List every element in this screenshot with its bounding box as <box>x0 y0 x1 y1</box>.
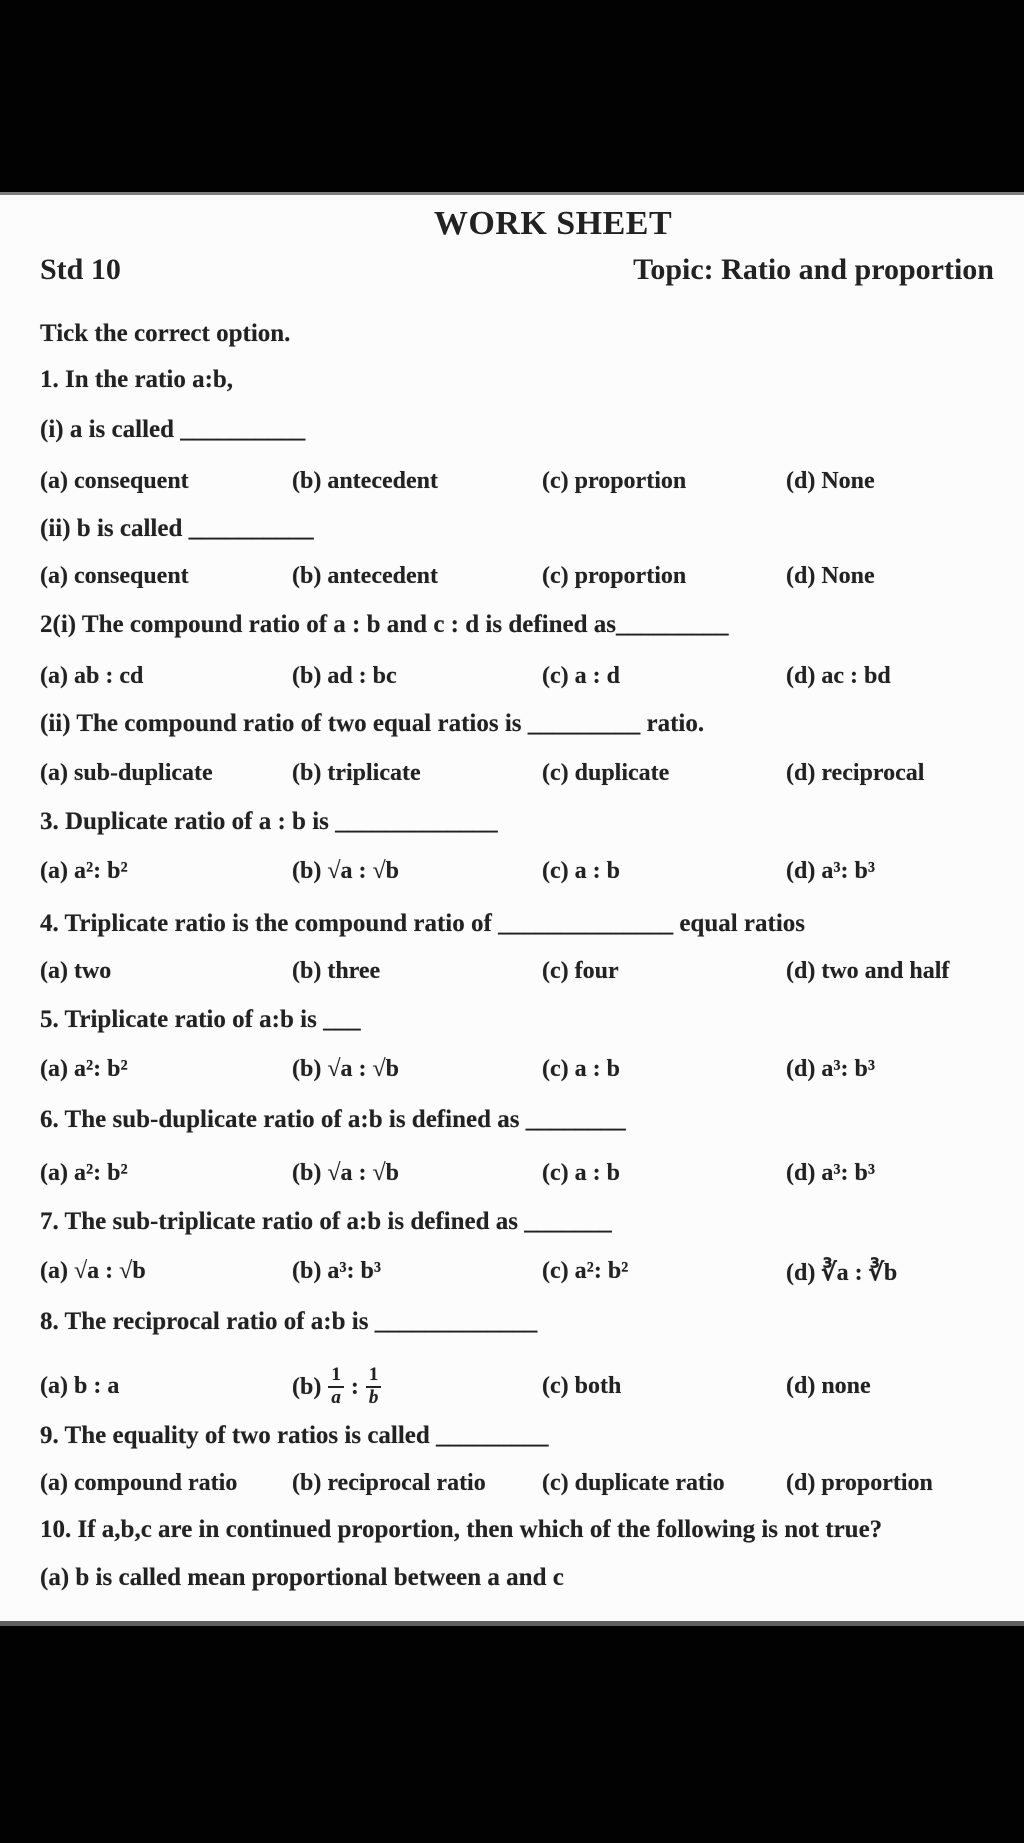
q9-option-a: (a) compound ratio <box>40 1470 238 1496</box>
q4-options-row <box>0 958 1024 996</box>
q1ii-options-row <box>0 563 1024 601</box>
q7-option-b: (b) a³: b³ <box>292 1258 382 1284</box>
q2i-option-d: (d) ac : bd <box>786 663 891 689</box>
q1i-option-a: (a) consequent <box>40 468 189 494</box>
std-label: Std 10 <box>40 253 121 286</box>
q6-stem: 6. The sub-duplicate ratio of a:b is defined as ________ <box>40 1106 626 1133</box>
q5-option-a: (a) a²: b² <box>40 1056 128 1082</box>
q8-option-b-prefix: (b) <box>292 1373 322 1400</box>
q4-option-b: (b) three <box>292 958 381 984</box>
q1ii-stem: (ii) b is called __________ <box>40 515 314 542</box>
q5-stem: 5. Triplicate ratio of a:b is ___ <box>40 1006 361 1033</box>
q2i-option-b: (b) ad : bc <box>292 663 397 689</box>
q6-option-c: (c) a : b <box>542 1160 620 1186</box>
q10-option-a: (a) b is called mean proportional between a and c <box>40 1564 564 1591</box>
q8-option-c: (c) both <box>542 1373 622 1399</box>
q2ii-stem: (ii) The compound ratio of two equal ratios is _________ ratio. <box>40 710 705 737</box>
q2i-option-c: (c) a : d <box>542 663 620 689</box>
q2ii-option-c: (c) duplicate <box>542 760 670 786</box>
q1i-option-b: (b) antecedent <box>292 468 438 494</box>
q9-options-row <box>0 1470 1024 1508</box>
q1ii-option-b: (b) antecedent <box>292 563 438 589</box>
q2ii-option-b: (b) triplicate <box>292 760 421 786</box>
q1i-option-c: (c) proportion <box>542 468 687 494</box>
worksheet-page <box>0 195 1024 1621</box>
q3-option-b: (b) √a : √b <box>292 858 400 884</box>
q3-option-c: (c) a : b <box>542 858 620 884</box>
q4-option-a: (a) two <box>40 958 112 984</box>
q7-stem: 7. The sub-triplicate ratio of a:b is defined as _______ <box>40 1208 612 1235</box>
q9-option-c: (c) duplicate ratio <box>542 1470 725 1496</box>
q8-option-a: (a) b : a <box>40 1373 120 1399</box>
q3-option-d: (d) a³: b³ <box>786 858 876 884</box>
q7-option-c: (c) a²: b² <box>542 1258 629 1284</box>
q2i-option-a: (a) ab : cd <box>40 663 144 689</box>
q4-option-c: (c) four <box>542 958 619 984</box>
top-letterbox <box>0 0 1024 195</box>
q9-option-d: (d) proportion <box>786 1470 933 1496</box>
q3-option-a: (a) a²: b² <box>40 858 128 884</box>
q2ii-option-a: (a) sub-duplicate <box>40 760 213 786</box>
q6-options-row <box>0 1160 1024 1198</box>
q3-stem: 3. Duplicate ratio of a : b is _____________ <box>40 808 498 835</box>
q7-option-a: (a) √a : √b <box>40 1258 146 1284</box>
worksheet-title: WORK SHEET <box>433 205 673 242</box>
q6-option-b: (b) √a : √b <box>292 1160 400 1186</box>
q2ii-option-d: (d) reciprocal <box>786 760 925 786</box>
q3-options-row <box>0 858 1024 896</box>
q1ii-option-a: (a) consequent <box>40 563 189 589</box>
q2i-options-row <box>0 663 1024 701</box>
q1i-option-d: (d) None <box>786 468 875 494</box>
q5-option-d: (d) a³: b³ <box>786 1056 876 1082</box>
q5-options-row <box>0 1056 1024 1094</box>
q1ii-option-c: (c) proportion <box>542 563 687 589</box>
instruction-text: Tick the correct option. <box>40 320 291 347</box>
bottom-letterbox <box>0 1621 1024 1843</box>
fraction-1-over-b: $\frac{1}{b}$ <box>366 1365 382 1409</box>
fraction-1-over-a: $\frac{1}{a}$ <box>328 1365 344 1409</box>
q4-option-d: (d) two and half <box>786 958 950 984</box>
q8-option-b <box>292 1358 381 1416</box>
q8-option-b-separator: : <box>350 1373 359 1400</box>
q1i-stem: (i) a is called __________ <box>40 416 306 443</box>
q9-option-b: (b) reciprocal ratio <box>292 1470 486 1496</box>
q5-option-c: (c) a : b <box>542 1056 620 1082</box>
q1-stem: 1. In the ratio a:b, <box>40 366 234 393</box>
topic-label: Topic: Ratio and proportion <box>633 253 994 286</box>
q8-option-d: (d) none <box>786 1373 871 1399</box>
q7-option-d: (d) ∛a : ∛b <box>786 1260 898 1286</box>
q6-option-a: (a) a²: b² <box>40 1160 128 1186</box>
q7-options-row <box>0 1258 1024 1296</box>
q1i-options-row <box>0 468 1024 506</box>
q9-stem: 9. The equality of two ratios is called _________ <box>40 1422 549 1449</box>
q5-option-b: (b) √a : √b <box>292 1056 400 1082</box>
q8-options-row <box>0 1358 1024 1416</box>
q6-option-d: (d) a³: b³ <box>786 1160 876 1186</box>
q10-stem: 10. If a,b,c are in continued proportion, then which of the following is not true? <box>40 1516 883 1543</box>
q1ii-option-d: (d) None <box>786 563 875 589</box>
q4-stem: 4. Triplicate ratio is the compound ratio of ______________ equal ratios <box>40 910 806 937</box>
q2i-stem: 2(i) The compound ratio of a : b and c : d is defined as_________ <box>40 611 729 638</box>
q2ii-options-row <box>0 760 1024 798</box>
q8-stem: 8. The reciprocal ratio of a:b is _____________ <box>40 1308 538 1335</box>
